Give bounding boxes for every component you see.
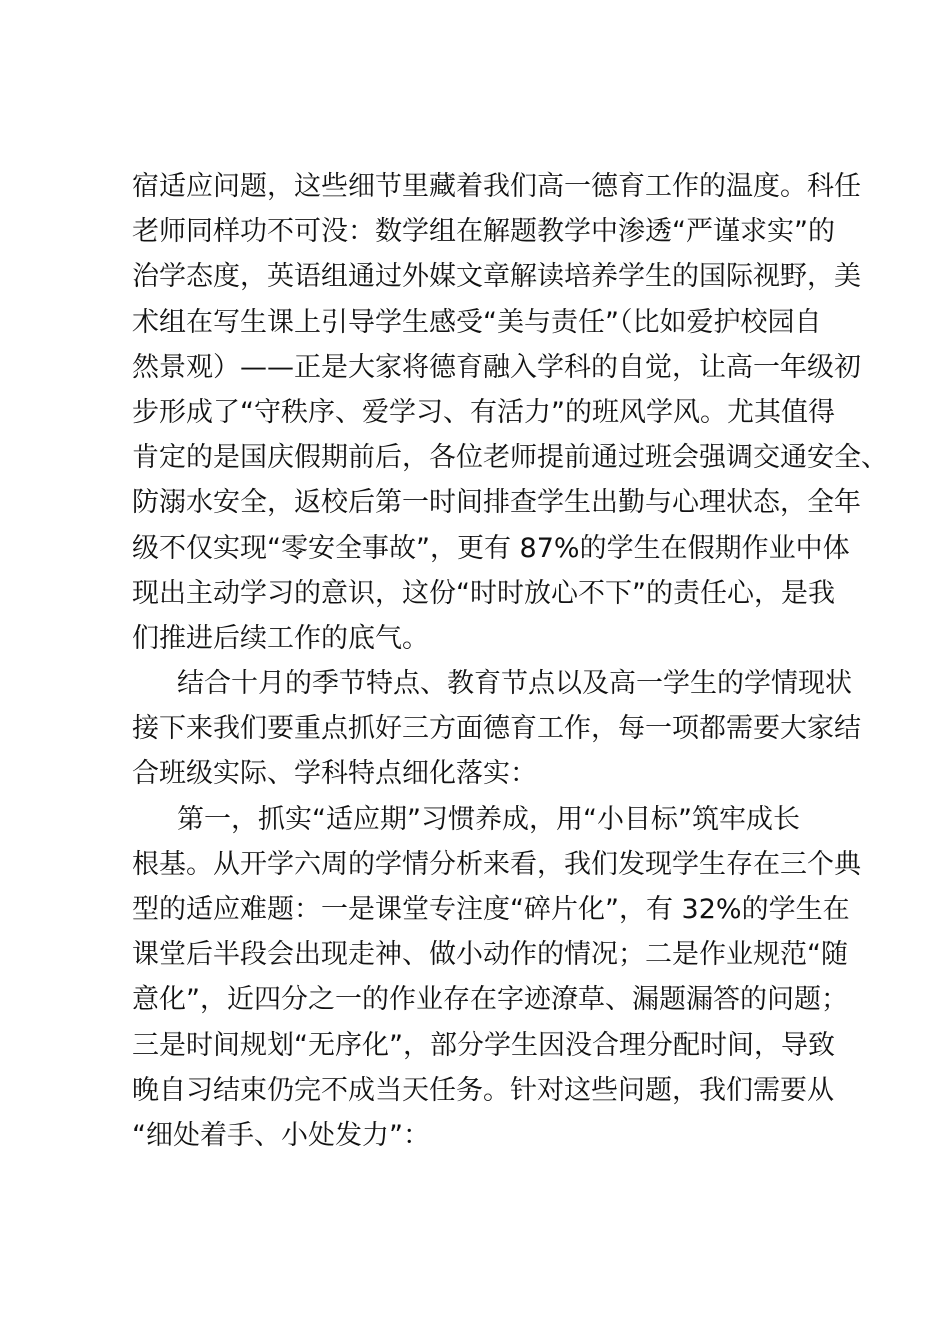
text-line: 然景观）——正是大家将德育融入学科的自觉，让高一年级初 bbox=[132, 351, 861, 383]
text-line: 治学态度，英语组通过外媒文章解读培养学生的国际视野，美 bbox=[132, 261, 861, 293]
text-line: 肯定的是国庆假期前后，各位老师提前通过班会强调交通安全、 bbox=[132, 442, 888, 474]
text-line: 步形成了“守秩序、爱学习、有活力”的班风学风。尤其值得 bbox=[132, 396, 835, 428]
text-line: 防溺水安全，返校后第一时间排查学生出勤与心理状态，全年 bbox=[132, 487, 861, 519]
paragraph-start-line: 第一，抓实“适应期”习惯养成，用“小目标”筑牢成长 bbox=[177, 803, 800, 835]
text-line: 型的适应难题：一是课堂专注度“碎片化”，有 32%的学生在 bbox=[132, 894, 850, 925]
text-line: “细处着手、小处发力”： bbox=[132, 1119, 430, 1151]
text-line: 级不仅实现“零安全事故”，更有 87%的学生在假期作业中体 bbox=[132, 532, 850, 564]
text-line: 晚自习结束仍完不成当天任务。针对这些问题，我们需要从 bbox=[132, 1074, 834, 1106]
text-line: 老师同样功不可没：数学组在解题教学中渗透“严谨求实”的 bbox=[132, 216, 835, 248]
text-line: 现出主动学习的意识，这份“时时放心不下”的责任心，是我 bbox=[132, 577, 835, 609]
text-line: 术组在写生课上引导学生感受“美与责任”（比如爱护校园自 bbox=[132, 306, 822, 338]
text-line: 意化”，近四分之一的作业存在字迹潦草、漏题漏答的问题； bbox=[132, 984, 848, 1016]
text-line: 接下来我们要重点抓好三方面德育工作，每一项都需要大家结 bbox=[132, 713, 861, 745]
text-line: 合班级实际、学科特点细化落实： bbox=[132, 758, 537, 790]
paragraph-start-line: 结合十月的季节特点、教育节点以及高一学生的学情现状 bbox=[177, 668, 852, 700]
text-line: 根基。从开学六周的学情分析来看，我们发现学生存在三个典 bbox=[132, 848, 861, 880]
document-body bbox=[132, 164, 888, 1158]
text-line: 三是时间规划“无序化”，部分学生因没合理分配时间，导致 bbox=[132, 1029, 835, 1061]
text-line: 课堂后半段会出现走神、做小动作的情况；二是作业规范“随 bbox=[132, 939, 848, 971]
text-line: 宿适应问题，这些细节里藏着我们高一德育工作的温度。科任 bbox=[132, 171, 861, 202]
text-line: 们推进后续工作的底气。 bbox=[132, 622, 429, 654]
